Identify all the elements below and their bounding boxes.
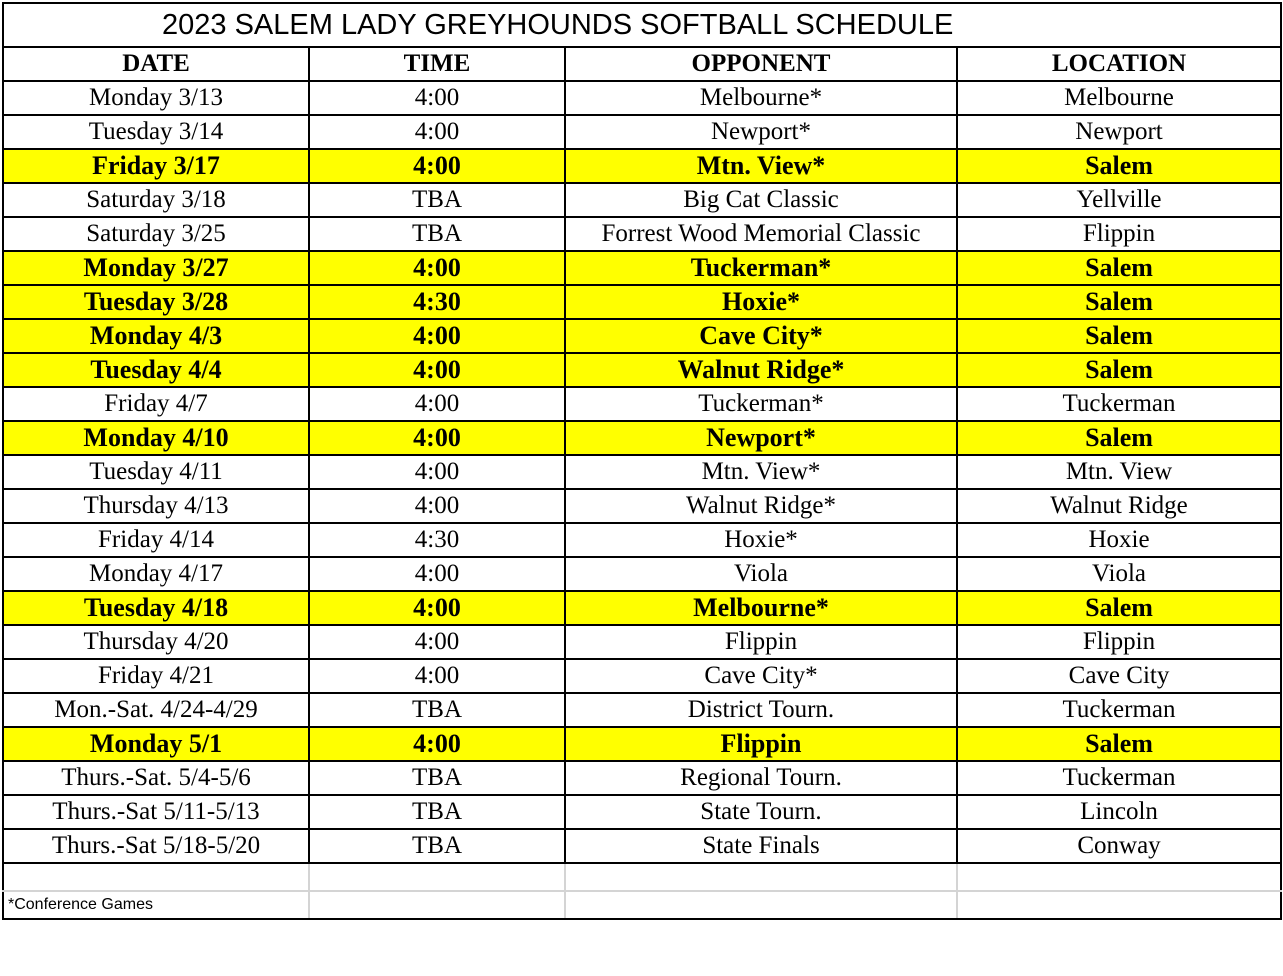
game-date-cell: Friday 4/7 — [3, 387, 309, 421]
game-date-cell: Friday 4/21 — [3, 659, 309, 693]
game-time-cell: 4:00 — [309, 659, 565, 693]
game-date-cell: Thursday 4/20 — [3, 625, 309, 659]
game-opponent-cell: Melbourne* — [565, 81, 957, 115]
game-opponent-cell: Cave City* — [565, 659, 957, 693]
game-time-cell: 4:00 — [309, 489, 565, 523]
game-time-cell: 4:00 — [309, 81, 565, 115]
game-time-cell: 4:00 — [309, 115, 565, 149]
game-date-cell: Monday 4/17 — [3, 557, 309, 591]
game-location-cell: Salem — [957, 727, 1281, 761]
game-location-cell: Flippin — [957, 625, 1281, 659]
game-time-cell: 4:00 — [309, 421, 565, 455]
game-location-cell: Viola — [957, 557, 1281, 591]
game-date-cell: Saturday 3/25 — [3, 217, 309, 251]
game-row — [3, 693, 1281, 727]
game-opponent-cell: Big Cat Classic — [565, 183, 957, 217]
game-time-cell: 4:00 — [309, 149, 565, 183]
game-time-cell: 4:00 — [309, 727, 565, 761]
game-date-cell: Tuesday 4/11 — [3, 455, 309, 489]
game-date-cell: Tuesday 3/28 — [3, 285, 309, 319]
game-opponent-cell: Hoxie* — [565, 523, 957, 557]
game-location-cell: Conway — [957, 829, 1281, 863]
blank-cell — [565, 863, 957, 891]
blank-cell — [3, 863, 309, 891]
blank-cell — [309, 863, 565, 891]
game-time-cell: TBA — [309, 761, 565, 795]
game-time-cell: 4:30 — [309, 285, 565, 319]
game-date-cell: Monday 3/13 — [3, 81, 309, 115]
game-opponent-cell: Viola — [565, 557, 957, 591]
home-game-row — [3, 591, 1281, 625]
game-row — [3, 455, 1281, 489]
game-location-cell: Tuckerman — [957, 693, 1281, 727]
game-date-cell: Friday 4/14 — [3, 523, 309, 557]
game-time-cell: TBA — [309, 693, 565, 727]
game-opponent-cell: Tuckerman* — [565, 251, 957, 285]
blank-cell — [565, 891, 957, 919]
game-opponent-cell: Walnut Ridge* — [565, 489, 957, 523]
game-location-cell: Newport — [957, 115, 1281, 149]
game-location-cell: Salem — [957, 149, 1281, 183]
game-time-cell: 4:00 — [309, 591, 565, 625]
game-location-cell: Lincoln — [957, 795, 1281, 829]
blank-row — [3, 863, 1281, 891]
game-time-cell: 4:00 — [309, 387, 565, 421]
game-opponent-cell: Tuckerman* — [565, 387, 957, 421]
game-location-cell: Salem — [957, 319, 1281, 353]
schedule-title: 2023 SALEM LADY GREYHOUNDS SOFTBALL SCHEDULE — [3, 3, 1281, 47]
game-time-cell: 4:00 — [309, 353, 565, 387]
blank-cell — [309, 891, 565, 919]
game-row — [3, 625, 1281, 659]
game-row — [3, 761, 1281, 795]
game-location-cell: Salem — [957, 591, 1281, 625]
game-row — [3, 217, 1281, 251]
home-game-row — [3, 421, 1281, 455]
game-opponent-cell: Newport* — [565, 115, 957, 149]
home-game-row — [3, 353, 1281, 387]
game-location-cell: Salem — [957, 285, 1281, 319]
game-date-cell: Thurs.-Sat 5/11-5/13 — [3, 795, 309, 829]
game-row — [3, 659, 1281, 693]
home-game-row — [3, 727, 1281, 761]
blank-cell — [957, 863, 1281, 891]
game-date-cell: Tuesday 4/18 — [3, 591, 309, 625]
game-opponent-cell: Mtn. View* — [565, 455, 957, 489]
game-row — [3, 795, 1281, 829]
game-row — [3, 557, 1281, 591]
game-time-cell: TBA — [309, 183, 565, 217]
column-header-date: DATE — [3, 47, 309, 81]
game-location-cell: Salem — [957, 353, 1281, 387]
game-location-cell: Tuckerman — [957, 387, 1281, 421]
game-time-cell: 4:00 — [309, 251, 565, 285]
game-opponent-cell: Hoxie* — [565, 285, 957, 319]
game-time-cell: TBA — [309, 217, 565, 251]
column-header-row — [3, 47, 1281, 81]
game-opponent-cell: Melbourne* — [565, 591, 957, 625]
game-date-cell: Thurs.-Sat 5/18-5/20 — [3, 829, 309, 863]
game-location-cell: Yellville — [957, 183, 1281, 217]
footnote-conference-games: *Conference Games — [3, 891, 309, 919]
game-date-cell: Saturday 3/18 — [3, 183, 309, 217]
game-row — [3, 829, 1281, 863]
home-game-row — [3, 285, 1281, 319]
game-row — [3, 81, 1281, 115]
game-opponent-cell: Flippin — [565, 625, 957, 659]
blank-cell — [957, 891, 1281, 919]
game-location-cell: Mtn. View — [957, 455, 1281, 489]
game-date-cell: Monday 4/10 — [3, 421, 309, 455]
game-time-cell: 4:00 — [309, 625, 565, 659]
game-location-cell: Tuckerman — [957, 761, 1281, 795]
game-opponent-cell: State Tourn. — [565, 795, 957, 829]
game-date-cell: Tuesday 3/14 — [3, 115, 309, 149]
game-opponent-cell: Walnut Ridge* — [565, 353, 957, 387]
game-time-cell: 4:30 — [309, 523, 565, 557]
game-time-cell: TBA — [309, 795, 565, 829]
game-date-cell: Mon.-Sat. 4/24-4/29 — [3, 693, 309, 727]
game-time-cell: TBA — [309, 829, 565, 863]
game-row — [3, 387, 1281, 421]
game-opponent-cell: Flippin — [565, 727, 957, 761]
column-header-opponent: OPPONENT — [565, 47, 957, 81]
game-row — [3, 115, 1281, 149]
game-date-cell: Thursday 4/13 — [3, 489, 309, 523]
game-opponent-cell: Forrest Wood Memorial Classic — [565, 217, 957, 251]
game-date-cell: Tuesday 4/4 — [3, 353, 309, 387]
column-header-location: LOCATION — [957, 47, 1281, 81]
game-location-cell: Flippin — [957, 217, 1281, 251]
game-row — [3, 489, 1281, 523]
home-game-row — [3, 251, 1281, 285]
game-date-cell: Thurs.-Sat. 5/4-5/6 — [3, 761, 309, 795]
column-header-time: TIME — [309, 47, 565, 81]
game-opponent-cell: District Tourn. — [565, 693, 957, 727]
game-time-cell: 4:00 — [309, 557, 565, 591]
game-location-cell: Salem — [957, 421, 1281, 455]
footnote-row — [3, 891, 1281, 919]
game-time-cell: 4:00 — [309, 319, 565, 353]
game-opponent-cell: Newport* — [565, 421, 957, 455]
game-opponent-cell: Cave City* — [565, 319, 957, 353]
game-opponent-cell: Regional Tourn. — [565, 761, 957, 795]
game-date-cell: Monday 5/1 — [3, 727, 309, 761]
game-location-cell: Walnut Ridge — [957, 489, 1281, 523]
game-opponent-cell: State Finals — [565, 829, 957, 863]
game-location-cell: Cave City — [957, 659, 1281, 693]
game-date-cell: Friday 3/17 — [3, 149, 309, 183]
home-game-row — [3, 319, 1281, 353]
game-row — [3, 183, 1281, 217]
schedule-table — [2, 2, 1282, 920]
game-date-cell: Monday 4/3 — [3, 319, 309, 353]
game-opponent-cell: Mtn. View* — [565, 149, 957, 183]
game-location-cell: Salem — [957, 251, 1281, 285]
game-row — [3, 523, 1281, 557]
home-game-row — [3, 149, 1281, 183]
game-time-cell: 4:00 — [309, 455, 565, 489]
game-location-cell: Melbourne — [957, 81, 1281, 115]
game-date-cell: Monday 3/27 — [3, 251, 309, 285]
title-row — [3, 3, 1281, 47]
game-location-cell: Hoxie — [957, 523, 1281, 557]
